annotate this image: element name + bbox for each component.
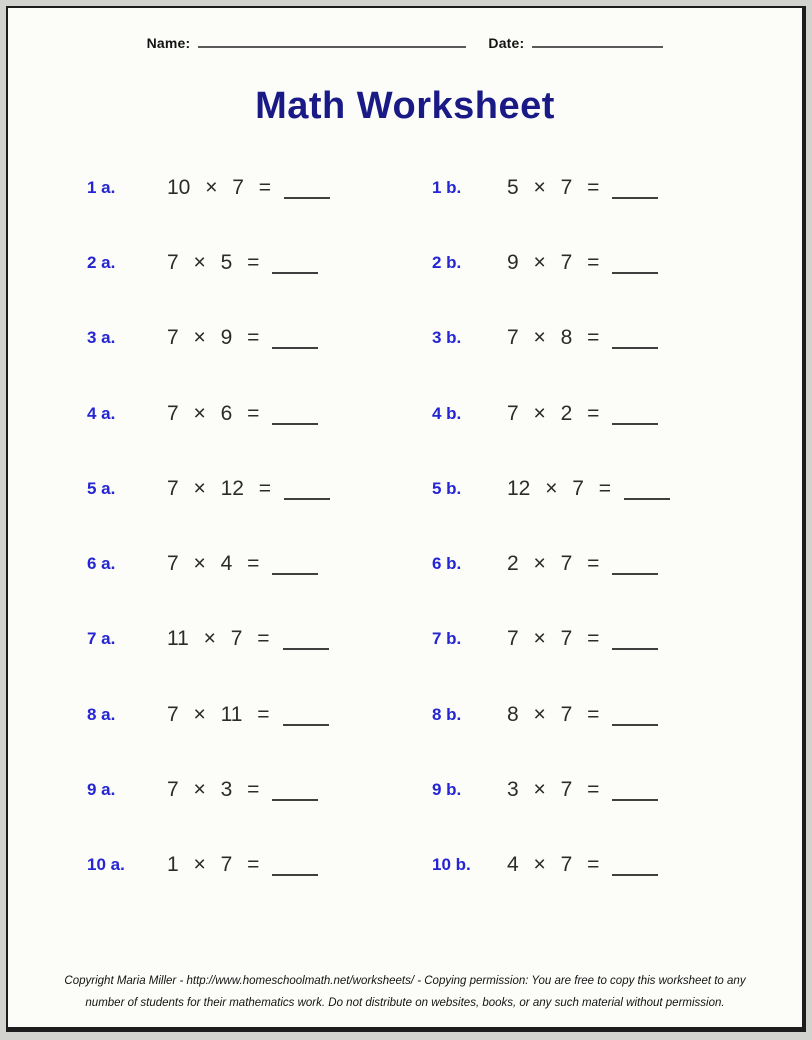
problem-label-b: 10 b. (432, 855, 471, 875)
problem-label-b: 6 b. (432, 554, 462, 574)
answer-blank-a[interactable] (272, 259, 318, 274)
answer-blank-b[interactable] (612, 184, 658, 199)
problem-text-b: 7 × 7 = (507, 627, 600, 651)
problem-row (8, 150, 802, 225)
problem-label-a: 10 a. (87, 855, 125, 875)
problem-text-a: 1 × 7 = (167, 853, 260, 877)
answer-blank-b[interactable] (612, 259, 658, 274)
problem-expression-a (167, 402, 432, 426)
answer-blank-a[interactable] (284, 485, 330, 500)
problem-expression-b (507, 176, 802, 200)
problem-label-a: 6 a. (87, 554, 116, 574)
problem-row (8, 301, 802, 376)
problem-text-a: 7 × 9 = (167, 326, 260, 350)
problem-expression-b (507, 778, 802, 802)
problem-text-b: 7 × 8 = (507, 326, 600, 350)
problem-expression-b (507, 402, 802, 426)
problem-text-a: 7 × 6 = (167, 401, 260, 425)
problem-expression-a (167, 627, 432, 651)
problem-expression-b (507, 853, 802, 877)
problem-text-b: 2 × 7 = (507, 552, 600, 576)
problem-expression-b (507, 627, 802, 651)
problem-label-a: 3 a. (87, 328, 116, 348)
problem-row (8, 602, 802, 677)
problem-expression-b (507, 703, 802, 727)
problem-expression-a (167, 778, 432, 802)
answer-blank-b[interactable] (612, 560, 658, 575)
problem-row (8, 752, 802, 827)
answer-blank-b[interactable] (612, 861, 658, 876)
problem-text-a: 10 × 7 = (167, 175, 272, 199)
header (8, 8, 802, 51)
desktop-background (0, 6, 812, 1040)
problem-label-a: 5 a. (87, 478, 116, 498)
problem-row (8, 526, 802, 601)
problem-text-b: 8 × 7 = (507, 702, 600, 726)
problem-label-b: 4 b. (432, 403, 462, 423)
date-input-line[interactable] (532, 35, 663, 48)
answer-blank-a[interactable] (284, 184, 330, 199)
answer-blank-b[interactable] (612, 635, 658, 650)
answer-blank-b[interactable] (612, 711, 658, 726)
answer-blank-b[interactable] (624, 485, 670, 500)
answer-blank-a[interactable] (272, 560, 318, 575)
problem-row (8, 451, 802, 526)
copyright-footer (8, 970, 802, 1014)
problem-expression-a (167, 552, 432, 576)
problem-expression-b (507, 552, 802, 576)
problem-label-a: 8 a. (87, 704, 116, 724)
problem-text-b: 7 × 2 = (507, 401, 600, 425)
problem-expression-a (167, 853, 432, 877)
copyright-line-2: number of students for their mathematics work. Do not distribute on websites, books, or any such material without permission. (85, 997, 725, 1009)
page-title: Math Worksheet (255, 85, 555, 127)
answer-blank-a[interactable] (283, 635, 329, 650)
problem-text-b: 5 × 7 = (507, 175, 600, 199)
problem-text-b: 9 × 7 = (507, 250, 600, 274)
answer-blank-b[interactable] (612, 786, 658, 801)
problem-text-b: 4 × 7 = (507, 853, 600, 877)
problem-row (8, 225, 802, 300)
problem-label-b: 7 b. (432, 629, 462, 649)
problem-label-b: 1 b. (432, 177, 462, 197)
answer-blank-a[interactable] (272, 334, 318, 349)
answer-blank-a[interactable] (283, 711, 329, 726)
problem-label-a: 7 a. (87, 629, 116, 649)
problem-expression-a (167, 251, 432, 275)
answer-blank-b[interactable] (612, 410, 658, 425)
answer-blank-a[interactable] (272, 410, 318, 425)
problems-list (8, 150, 802, 903)
problem-text-a: 11 × 7 = (167, 627, 270, 651)
name-input-line[interactable] (198, 35, 466, 48)
problem-expression-a (167, 326, 432, 350)
answer-blank-b[interactable] (612, 334, 658, 349)
problem-text-a: 7 × 12 = (167, 476, 272, 500)
answer-blank-a[interactable] (272, 786, 318, 801)
date-label: Date: (488, 35, 525, 51)
problem-row (8, 828, 802, 903)
copyright-line-1: Copyright Maria Miller - http://www.homeschoolmath.net/worksheets/ - Copying permission: You are free to copy this worksheet to any (64, 975, 746, 987)
problem-text-a: 7 × 4 = (167, 552, 260, 576)
problem-expression-a (167, 703, 432, 727)
problem-label-b: 9 b. (432, 780, 462, 800)
problem-text-b: 3 × 7 = (507, 778, 600, 802)
problem-label-b: 3 b. (432, 328, 462, 348)
problem-expression-b (507, 477, 802, 501)
problem-label-b: 5 b. (432, 478, 462, 498)
problem-label-a: 4 a. (87, 403, 116, 423)
problem-expression-b (507, 251, 802, 275)
problem-row (8, 677, 802, 752)
problem-label-a: 2 a. (87, 252, 116, 272)
problem-text-b: 12 × 7 = (507, 476, 612, 500)
problem-expression-a (167, 477, 432, 501)
answer-blank-a[interactable] (272, 861, 318, 876)
problem-label-a: 1 a. (87, 177, 116, 197)
problem-label-b: 8 b. (432, 704, 462, 724)
problem-expression-b (507, 326, 802, 350)
problem-label-a: 9 a. (87, 780, 116, 800)
problem-expression-a (167, 176, 432, 200)
problem-text-a: 7 × 5 = (167, 250, 260, 274)
name-label: Name: (146, 35, 191, 51)
problem-text-a: 7 × 3 = (167, 778, 260, 802)
problem-text-a: 7 × 11 = (167, 702, 270, 726)
problem-row (8, 376, 802, 451)
problem-label-b: 2 b. (432, 252, 462, 272)
worksheet-page (6, 6, 806, 1032)
